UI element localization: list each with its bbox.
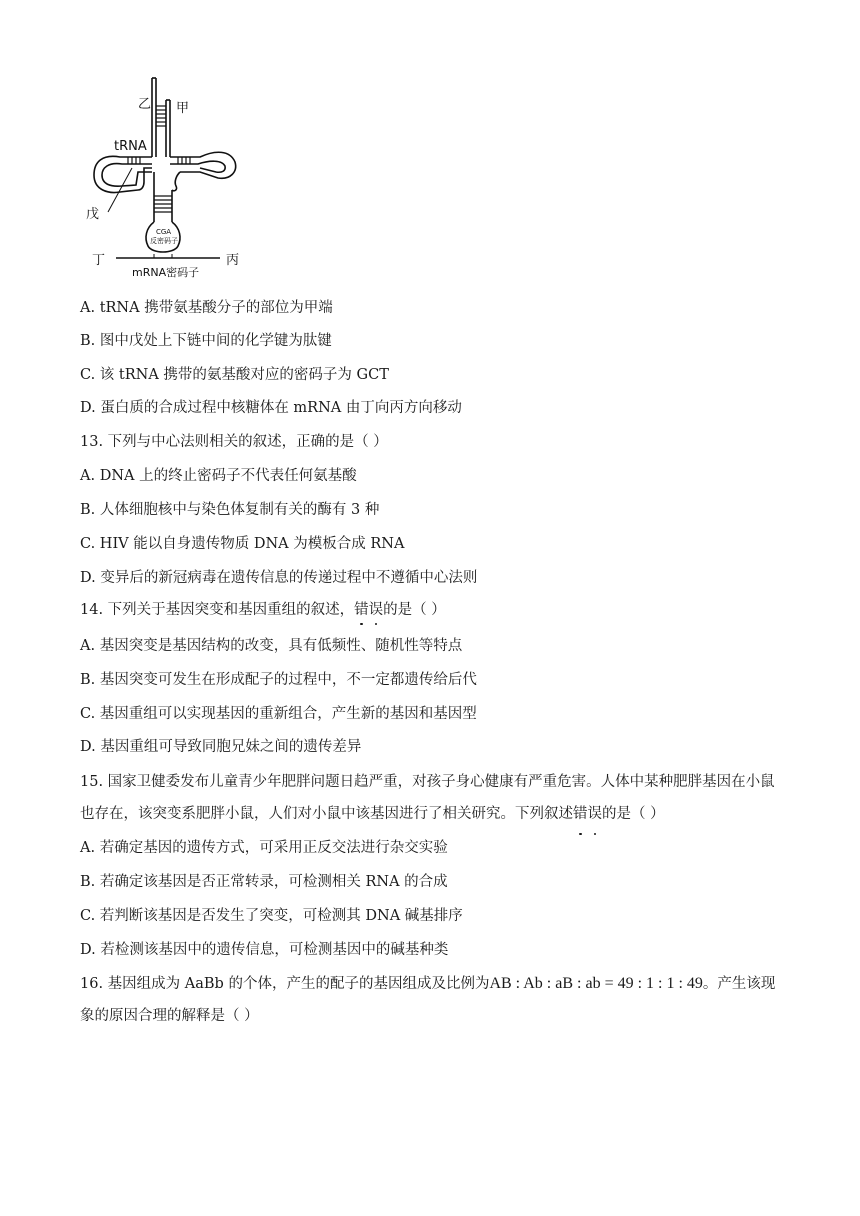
q15-option-c: C. 若判断该基因是否发生了突变，可检测其 DNA 碱基排序	[80, 908, 463, 924]
q15-stem-pre: 15. 国家卫健委发布儿童青少年肥胖问题日趋严重，对孩子身心健康有严重危害。人体中某种肥胖基因在小鼠也存在，该突变系肥胖小鼠，人们对小鼠中该基因进行了相关研究。下列叙述	[80, 774, 775, 822]
q16-ratio: AB : Ab : aB : ab = 49 : 1 : 1 : 49	[489, 975, 703, 992]
q12-option-a: A. tRNA 携带氨基酸分子的部位为甲端	[80, 300, 333, 316]
q14-stem	[80, 600, 446, 620]
trna-diagram	[80, 72, 260, 282]
q15-stem	[80, 766, 785, 830]
q15-option-b: B. 若确定该基因是否正常转录，可检测相关 RNA 的合成	[80, 874, 448, 890]
label-trna: tRNA	[114, 139, 147, 154]
label-yi: 乙	[138, 97, 152, 112]
label-bing: 丙	[226, 253, 240, 268]
q15-option-d: D. 若检测该基因中的遗传信息，可检测基因中的碱基种类	[80, 942, 449, 958]
q13-option-c: C. HIV 能以自身遗传物质 DNA 为模板合成 RNA	[80, 536, 405, 552]
q12-option-b: B. 图中戊处上下链中间的化学键为肽键	[80, 333, 332, 349]
q13-stem: 13. 下列与中心法则相关的叙述，正确的是（ ）	[80, 434, 388, 450]
q13-option-a: A. DNA 上的终止密码子不代表任何氨基酸	[80, 468, 357, 484]
q15-stem-post: 的是（ ）	[602, 806, 665, 822]
label-anticodon: 反密码子	[150, 237, 178, 245]
q13-option-d: D. 变异后的新冠病毒在遗传信息的传递过程中不遵循中心法则	[80, 570, 478, 586]
q12-option-c: C. 该 tRNA 携带的氨基酸对应的密码子为 GCT	[80, 367, 389, 383]
q16-stem-pre: 16. 基因组成为 AaBb 的个体，产生的配子的基因组成及比例为	[80, 976, 490, 992]
q14-stem-pre: 14. 下列关于基因突变和基因重组的叙述，	[80, 602, 355, 618]
q14-emphasis-2: 误	[368, 602, 384, 618]
label-ding: 丁	[92, 253, 106, 268]
q14-option-d: D. 基因重组可导致同胞兄妹之间的遗传差异	[80, 739, 362, 755]
label-wu: 戊	[86, 207, 100, 222]
q16-stem-post: 。产生该现象的原因合理的解释是（ ）	[80, 976, 776, 1024]
q15-emphasis-2: 误	[588, 798, 603, 830]
q13-option-b: B. 人体细胞核中与染色体复制有关的酶有 3 种	[80, 502, 380, 518]
q14-option-b: B. 基因突变可发生在形成配子的过程中，不一定都遗传给后代	[80, 672, 477, 688]
trna-structure-svg	[80, 72, 260, 282]
q14-emphasis-1: 错	[354, 602, 369, 618]
label-mrna-codon: mRNA密码子	[132, 266, 200, 279]
label-anticodon-seq: CGA	[156, 228, 172, 236]
q14-stem-post: 的是（ ）	[383, 602, 446, 618]
q16-stem	[80, 968, 785, 1032]
q14-option-c: C. 基因重组可以实现基因的重新组合，产生新的基因和基因型	[80, 706, 477, 722]
q15-option-a: A. 若确定基因的遗传方式，可采用正反交法进行杂交实验	[80, 840, 448, 856]
q12-option-d: D. 蛋白质的合成过程中核糖体在 mRNA 由丁向丙方向移动	[80, 400, 462, 416]
q14-option-a: A. 基因突变是基因结构的改变，具有低频性、随机性等特点	[80, 638, 463, 654]
q15-emphasis-1: 错	[573, 798, 588, 830]
label-jia: 甲	[176, 101, 190, 116]
